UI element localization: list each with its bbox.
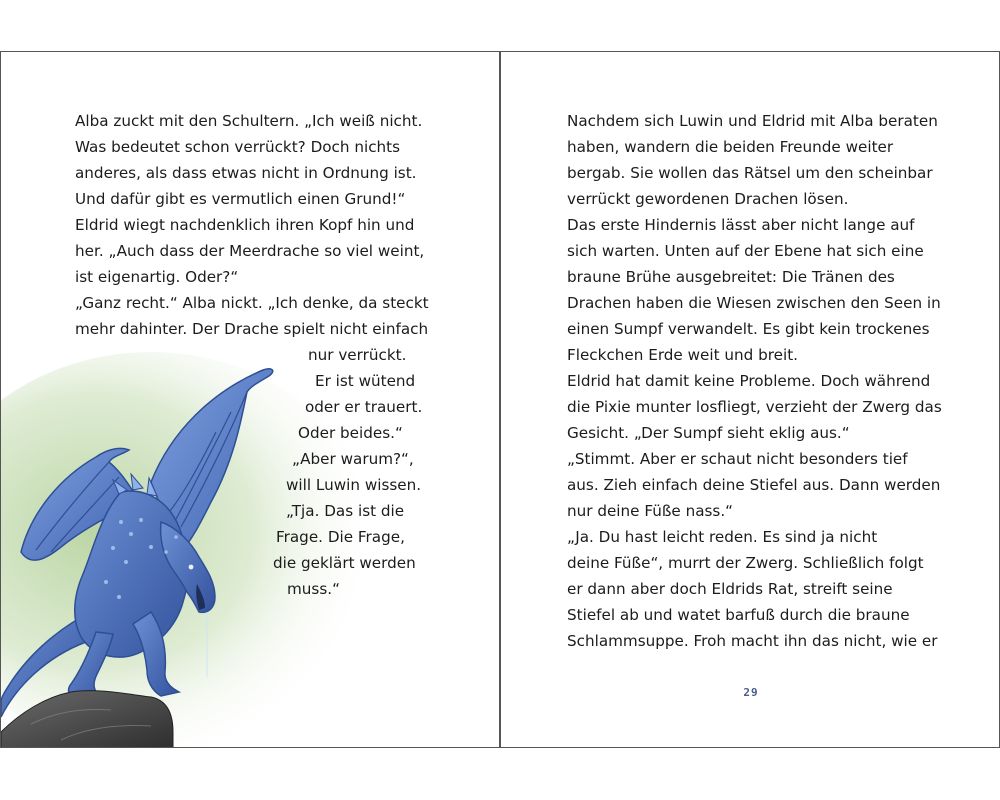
text-line: Was bedeutet schon verrückt? Doch nichts: [75, 138, 401, 156]
text-line: braune Brühe ausgebreitet: Die Tränen des: [567, 268, 895, 286]
text-line: aus. Zieh einfach deine Stiefel aus. Dann werden: [567, 476, 941, 494]
text-line: nur verrückt.: [308, 346, 407, 364]
page-number: 29: [743, 686, 759, 699]
text-line: „Ganz recht.“ Alba nickt. „Ich denke, da steckt: [75, 294, 429, 312]
text-line: anderes, als dass etwas nicht in Ordnung ist.: [75, 164, 417, 182]
text-line: Stiefel ab und watet barfuß durch die braune: [567, 606, 910, 624]
text-line: her. „Auch dass der Meerdrache so viel weint,: [75, 242, 425, 260]
text-line: „Stimmt. Aber er schaut nicht besonders tief: [567, 450, 908, 468]
text-line: Und dafür gibt es vermutlich einen Grund!“: [75, 190, 406, 208]
text-line: die geklärt werden: [273, 554, 416, 572]
text-line: einen Sumpf verwandelt. Es gibt kein trockenes: [567, 320, 930, 338]
text-line: muss.“: [287, 580, 340, 598]
text-line: „Aber warum?“,: [292, 450, 414, 468]
text-line: Eldrid wiegt nachdenklich ihren Kopf hin und: [75, 216, 415, 234]
text-line: ist eigenartig. Oder?“: [75, 268, 239, 286]
text-line: Eldrid hat damit keine Probleme. Doch während: [567, 372, 931, 390]
text-line: Er ist wütend: [315, 372, 416, 390]
text-line: deine Füße“, murrt der Zwerg. Schließlich folgt: [567, 554, 924, 572]
left-page: [0, 51, 500, 748]
text-line: Fleckchen Erde weit und breit.: [567, 346, 798, 364]
text-line: Frage. Die Frage,: [276, 528, 405, 546]
text-line: Schlammsuppe. Froh macht ihn das nicht, wie er: [567, 632, 938, 650]
text-line: will Luwin wissen.: [286, 476, 422, 494]
text-line: Drachen haben die Wiesen zwischen den Seen in: [567, 294, 941, 312]
text-line: „Ja. Du hast leicht reden. Es sind ja nicht: [567, 528, 878, 546]
text-line: Das erste Hindernis lässt aber nicht lange auf: [567, 216, 915, 234]
text-line: oder er trauert.: [305, 398, 423, 416]
text-line: haben, wandern die beiden Freunde weiter: [567, 138, 894, 156]
right-page: [500, 51, 1000, 748]
text-line: verrückt gewordenen Drachen lösen.: [567, 190, 849, 208]
text-line: nur deine Füße nass.“: [567, 502, 734, 520]
text-line: „Tja. Das ist die: [286, 502, 405, 520]
text-line: Gesicht. „Der Sumpf sieht eklig aus.“: [567, 424, 850, 442]
text-line: mehr dahinter. Der Drache spielt nicht einfach: [75, 320, 429, 338]
text-line: bergab. Sie wollen das Rätsel um den scheinbar: [567, 164, 933, 182]
text-line: Alba zuckt mit den Schultern. „Ich weiß nicht.: [75, 112, 423, 130]
text-line: Oder beides.“: [298, 424, 403, 442]
text-line: Nachdem sich Luwin und Eldrid mit Alba beraten: [567, 112, 938, 130]
text-line: die Pixie munter losfliegt, verzieht der Zwerg das: [567, 398, 942, 416]
text-line: sich warten. Unten auf der Ebene hat sich eine: [567, 242, 924, 260]
text-line: er dann aber doch Eldrids Rat, streift seine: [567, 580, 893, 598]
